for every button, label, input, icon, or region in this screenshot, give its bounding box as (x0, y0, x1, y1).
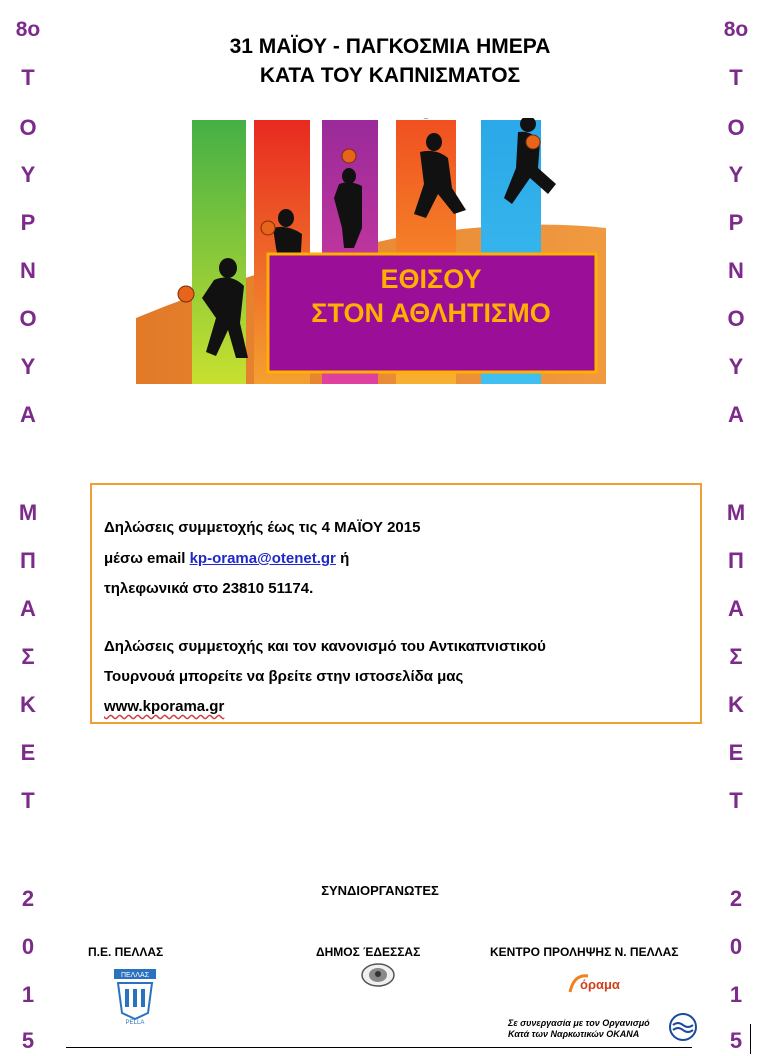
side-letter: Τ (21, 65, 35, 90)
website-link[interactable] (104, 698, 224, 715)
partner-text-line-1: Σε συνεργασία με τον Οργανισμό (508, 1018, 650, 1028)
organizers-heading: ΣΥΝΔΙΟΡΓΑΝΩΤΕΣ (321, 883, 439, 898)
side-letter: Τ (21, 788, 35, 813)
side-letter: Σ (729, 644, 743, 669)
side-letter: Υ (728, 162, 744, 187)
email-link[interactable]: kp-orama@otenet.gr (189, 550, 336, 567)
side-letter: 0 (21, 934, 35, 959)
okana-logo (668, 1012, 698, 1042)
side-letter: 0 (729, 934, 743, 959)
side-letter: Υ (728, 354, 744, 379)
partner-text-line-2: Κατά των Ναρκωτικών ΟΚΑΝΑ (508, 1029, 640, 1039)
orama-logo-text: όραμα (580, 977, 620, 992)
side-letter: Μ (18, 500, 38, 525)
side-letter: 5 (21, 1028, 35, 1053)
orama-logo (566, 972, 630, 996)
website-link-text[interactable]: www.kporama.gr (104, 698, 225, 715)
text-cursor (750, 1024, 751, 1054)
side-letter: Ε (20, 740, 36, 765)
side-letter: Α (20, 402, 36, 427)
side-letter: Υ (20, 354, 36, 379)
banner-caption (268, 256, 594, 370)
email-prefix: μέσω email (104, 550, 190, 567)
side-letter: Ν (20, 258, 36, 283)
side-letter: 2 (729, 886, 743, 911)
side-letter: Τ (729, 788, 743, 813)
side-letter: Π (20, 548, 36, 573)
side-letter: Ο (727, 306, 745, 331)
email-line (104, 550, 349, 567)
pe-pellas-logo-text: ΠΕΛΛΑΣ (120, 972, 150, 979)
side-letter: 8ο (15, 18, 41, 41)
side-letter: Ρ (20, 210, 36, 235)
side-letter: Ο (19, 306, 37, 331)
side-letter: Κ (728, 692, 744, 717)
side-letter: Ο (727, 115, 745, 140)
page-title-line-2: ΚΑΤΑ ΤΟΥ ΚΑΠΝΙΣΜΑΤΟΣ (259, 64, 521, 87)
side-letter: 1 (21, 982, 35, 1007)
email-suffix: ή (335, 550, 350, 567)
side-letter: Ρ (728, 210, 744, 235)
side-letter: Α (20, 596, 36, 621)
banner-caption-line-1: ΕΘΙΣΟΥ (380, 264, 482, 294)
side-letter: Υ (20, 162, 36, 187)
side-letter: Ο (19, 115, 37, 140)
dimos-edessas-logo (360, 962, 396, 988)
side-letter: 1 (729, 982, 743, 1007)
side-letter: Κ (20, 692, 36, 717)
pe-pellas-logo-subtext: PELLA (125, 1020, 145, 1025)
pe-pellas-logo (114, 969, 156, 1025)
rules-text-line-2: Τουρνουά μπορείτε να βρείτε στην ιστοσελίδα μας (104, 668, 464, 685)
phone-text: τηλεφωνικά στο 23810 51174. (104, 580, 314, 597)
side-letter: Ε (728, 740, 744, 765)
page-title-line-1: 31 ΜΑΪΟΥ - ΠΑΓΚΟΣΜΙΑ ΗΜΕΡΑ (229, 35, 551, 58)
side-letter: Τ (729, 65, 743, 90)
banner-caption-line-2: ΣΤΟΝ ΑΘΛΗΤΙΣΜΟ (311, 298, 551, 328)
side-letter: 8ο (723, 18, 749, 41)
footer-divider (66, 1047, 692, 1048)
side-letter: 2 (21, 886, 35, 911)
organizer-pe-pellas: Π.Ε. ΠΕΛΛΑΣ (88, 945, 164, 959)
rules-text-line-1: Δηλώσεις συμμετοχής και τον κανονισμό του Αντικαπνιστικού (104, 638, 546, 655)
side-letter: 5 (729, 1028, 743, 1053)
registration-deadline-text: Δηλώσεις συμμετοχής έως τις 4 ΜΑΪΟΥ 2015 (104, 519, 421, 536)
side-letter: Α (728, 402, 744, 427)
side-letter: Π (728, 548, 744, 573)
side-letter: Μ (726, 500, 746, 525)
side-letter: Ν (728, 258, 744, 283)
organizer-kentro-prolipsis: ΚΕΝΤΡΟ ΠΡΟΛΗΨΗΣ Ν. ΠΕΛΛΑΣ (490, 945, 679, 959)
side-letter: Α (728, 596, 744, 621)
organizer-dimos-edessas: ΔΗΜΟΣ ΈΔΕΣΣΑΣ (316, 945, 421, 959)
side-letter: Σ (21, 644, 35, 669)
